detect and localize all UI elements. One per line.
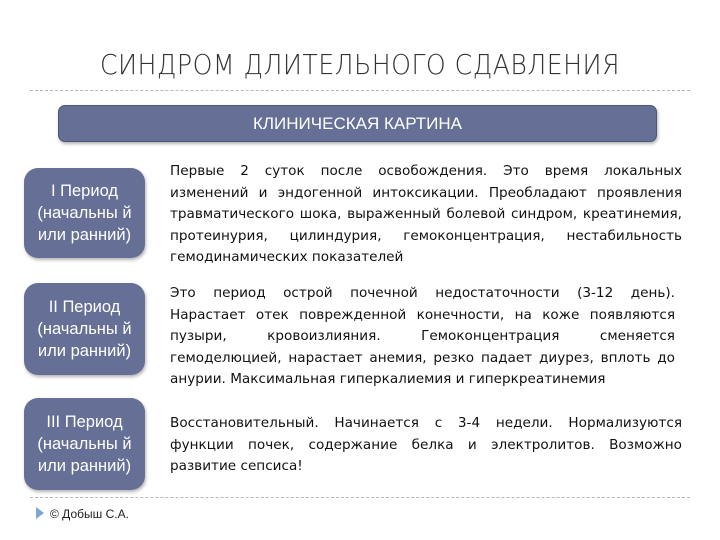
slide-title: СИНДРОМ ДЛИТЕЛЬНОГО СДАВЛЕНИЯ [99, 48, 620, 81]
footer [36, 507, 129, 521]
footer-text: © Добыш С.А. [50, 507, 129, 521]
divider-bottom [30, 497, 690, 498]
section-header: КЛИНИЧЕСКАЯ КАРТИНА [58, 105, 657, 142]
divider-top [30, 90, 690, 91]
period-2-label: II Период (начальны й или ранний) [37, 298, 132, 360]
period-2-text: Это период острой почечной недостаточности (3-12 день). Нарастает отек поврежденной конечности, на коже появляются пузыри, кровоизлияния. Гемоконцентрация сменяется гемоделюцией, нарастает анемия, резко падает диурез, вплоть до анурии. Максимальная гиперкалиемия и гиперкреатинемия [170, 285, 675, 387]
bullet-triangle-icon [36, 507, 44, 519]
period-3-box [24, 398, 145, 490]
period-1-label: I Период (начальны й или ранний) [37, 182, 132, 244]
period-3-label: III Период (начальны й или ранний) [37, 413, 132, 475]
period-3-text: Восстановительный. Начинается с 3-4 недели. Нормализуются функции почек, содержание белка и электролитов. Возможно развитие сепсиса! [170, 415, 682, 474]
period-2-box [24, 283, 145, 375]
period-1-text: Первые 2 суток после освобождения. Это время локальных изменений и эндогенной интоксикации. Преобладают проявления травматического шока, выраженный болевой синдром, креатинемия, протеинурия, цилиндурия, гемоконцентрация, нестабильность гемодинамических показателей [170, 163, 682, 265]
period-1-box [24, 168, 145, 258]
